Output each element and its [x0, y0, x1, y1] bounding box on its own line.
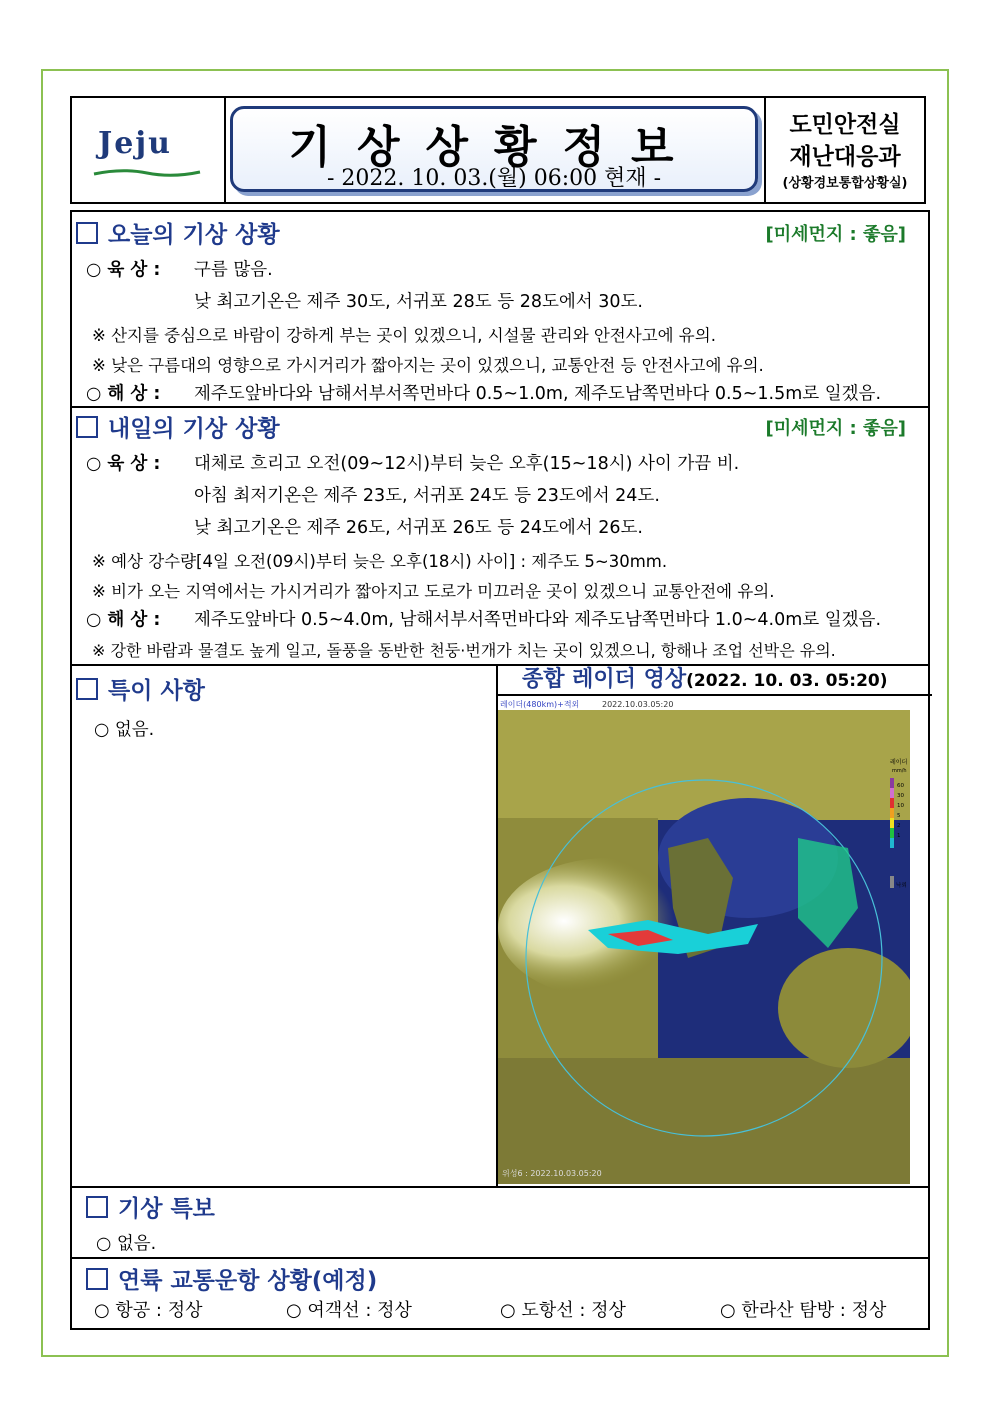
checkbox-icon [76, 678, 98, 700]
tomorrow-note: ※ 비가 오는 지역에서는 가시거리가 짧아지고 도로가 미끄러운 곳이 있겠으니 교통안전에 유의. [92, 582, 775, 601]
warning-text: ○ 없음. [96, 1234, 157, 1254]
tomorrow-land-label: ○ 육 상 : [86, 454, 161, 474]
radar-image [498, 698, 910, 1184]
page-date: - 2022. 10. 03.(월) 06:00 현재 - [326, 166, 662, 191]
radar-img-footer: 위성6 : 2022.10.03.05:20 [502, 1169, 602, 1178]
tomorrow-sea-label: ○ 해 상 : [86, 610, 161, 630]
svg-text:낙뢰: 낙뢰 [896, 883, 907, 889]
today-note: ※ 산지를 중심으로 바람이 강하게 부는 곳이 있겠으니, 시설물 관리와 안전사고에 유의. [92, 326, 716, 345]
svg-text:레이더: 레이더 [890, 759, 908, 766]
divider [498, 694, 932, 696]
jeju-logo: Jeju [98, 126, 172, 161]
checkbox-icon [76, 416, 98, 438]
checkbox-icon [86, 1196, 108, 1218]
logo-wave-icon [92, 168, 202, 178]
tomorrow-section-title: 내일의 기상 상황 [76, 410, 280, 443]
svg-text:1: 1 [897, 833, 901, 839]
dept-line-3: (상황경보통합상황실) [782, 176, 908, 191]
radar-title: 종합 레이더 영상(2022. 10. 03. 05:20) [522, 667, 888, 692]
svg-text:mm/h: mm/h [892, 768, 907, 774]
today-sea-text: 제주도앞바다와 남해서부서쪽먼바다 0.5~1.0m, 제주도남쪽먼바다 0.5~1.5m로 일겠음. [194, 384, 882, 404]
tomorrow-sea-note: ※ 강한 바람과 물결도 높게 일고, 돌풍을 동반한 천둥·번개가 치는 곳이 있겠으니, 항해나 조업 선박은 유의. [92, 641, 836, 660]
tomorrow-pm: [미세먼지 : 좋음] [765, 418, 906, 439]
special-text: ○ 없음. [94, 720, 155, 740]
transport-item: ○ 한라산 탐방 : 정상 [720, 1300, 887, 1321]
radar-img-label: 레이더(480km)+적외 [500, 700, 580, 709]
title-box [230, 106, 758, 192]
warning-section-title: 기상 특보 [86, 1190, 215, 1223]
svg-text:10: 10 [897, 803, 904, 809]
special-section-title: 특이 사항 [76, 672, 205, 705]
page-title: 기상상황정보 [288, 122, 700, 173]
today-land-line: 구름 많음. [194, 260, 273, 280]
transport-item: ○ 여객선 : 정상 [286, 1300, 412, 1321]
checkbox-icon [86, 1268, 108, 1290]
svg-text:2: 2 [897, 823, 901, 829]
tomorrow-land-line: 대체로 흐리고 오전(09~12시)부터 늦은 오후(15~18시) 사이 가끔 비. [194, 454, 740, 474]
checkbox-icon [76, 222, 98, 244]
dept-line-1: 도민안전실 [789, 112, 901, 138]
divider [72, 1186, 928, 1188]
today-pm: [미세먼지 : 좋음] [765, 224, 906, 245]
tomorrow-land-line: 아침 최저기온은 제주 23도, 서귀포 24도 등 23도에서 24도. [194, 486, 660, 506]
svg-text:5: 5 [897, 813, 901, 819]
svg-text:60: 60 [897, 783, 904, 789]
logo-cell [72, 98, 226, 202]
divider [72, 1257, 928, 1259]
transport-section-title: 연륙 교통운항 상황(예정) [86, 1262, 377, 1295]
today-section-title: 오늘의 기상 상황 [76, 216, 280, 249]
today-sea-label: ○ 해 상 : [86, 384, 161, 404]
divider [72, 406, 928, 408]
header [70, 96, 926, 204]
svg-text:30: 30 [897, 793, 904, 799]
transport-item: ○ 항공 : 정상 [94, 1300, 203, 1321]
tomorrow-sea-text: 제주도앞바다 0.5~4.0m, 남해서부서쪽먼바다와 제주도남쪽먼바다 1.0~4.0m로 일겠음. [194, 610, 882, 630]
tomorrow-note: ※ 예상 강수량[4일 오전(09시)부터 늦은 오후(18시) 사이] : 제주도 5~30mm. [92, 552, 668, 571]
radar-panel [496, 664, 932, 1186]
transport-item: ○ 도항선 : 정상 [500, 1300, 626, 1321]
report-body [70, 210, 930, 1330]
radar-img-time: 2022.10.03.05:20 [602, 700, 674, 709]
dept-cell [764, 98, 924, 202]
tomorrow-land-line: 낮 최고기온은 제주 26도, 서귀포 26도 등 24도에서 26도. [194, 518, 643, 538]
today-land-label: ○ 육 상 : [86, 260, 161, 280]
today-note: ※ 낮은 구름대의 영향으로 가시거리가 짧아지는 곳이 있겠으니, 교통안전 등 안전사고에 유의. [92, 356, 764, 375]
dept-line-2: 재난대응과 [789, 144, 901, 170]
today-land-line: 낮 최고기온은 제주 30도, 서귀포 28도 등 28도에서 30도. [194, 292, 643, 312]
